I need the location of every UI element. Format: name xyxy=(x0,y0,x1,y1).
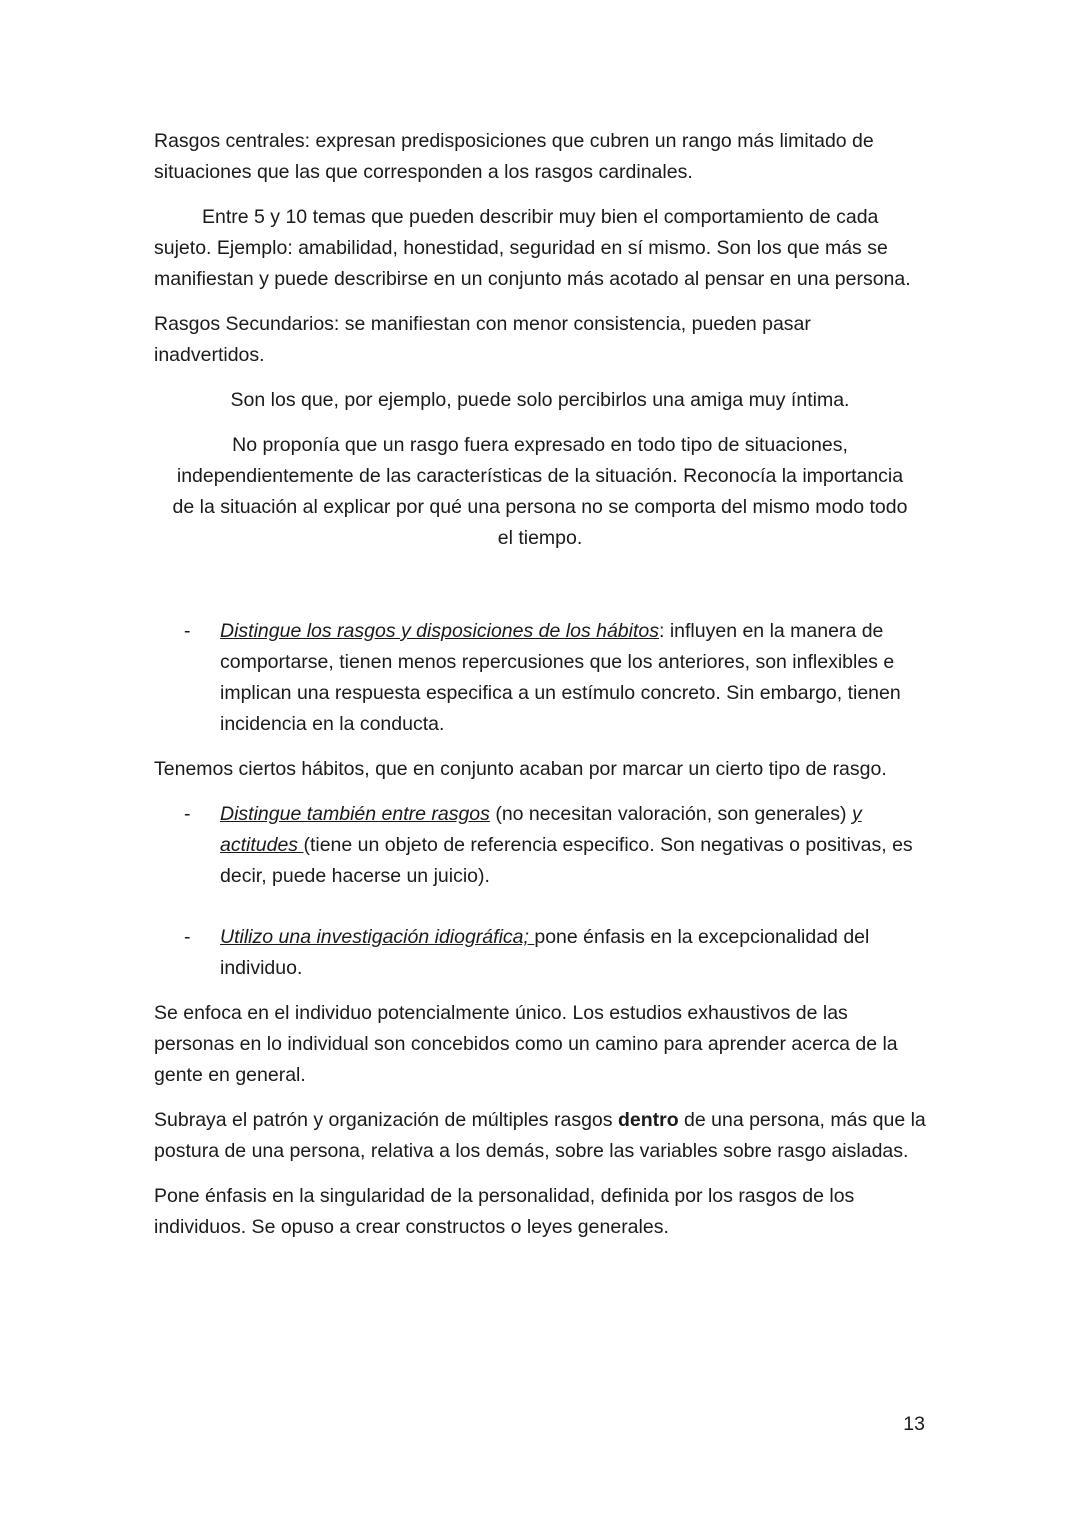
paragraph-singularidad: Pone énfasis en la singularidad de la personalidad, definida por los rasgos de los individuos. Se opuso a crear constructos o leyes generales. xyxy=(154,1185,855,1238)
text-span: de una persona, más que la postura de una persona, relativa a los demás, sobre las variables sobre rasgo aisladas. xyxy=(154,1109,926,1162)
list-item-actitudes xyxy=(154,799,926,892)
text-span: Subraya el patrón y organización de múltiples rasgos xyxy=(154,1109,618,1131)
underlined-term: y actitudes xyxy=(220,803,862,856)
list-item-habitos xyxy=(154,616,926,740)
paragraph-patron xyxy=(154,1105,926,1167)
bold-term: dentro xyxy=(617,1109,679,1131)
bullet-dash: - xyxy=(184,620,191,642)
page-number: 13 xyxy=(903,1413,925,1435)
paragraph-habitos: Tenemos ciertos hábitos, que en conjunto acaban por marcar un cierto tipo de rasgo. xyxy=(154,758,887,780)
paragraph-individuo-unico: Se enfoca en el individuo potencialmente único. Los estudios exhaustivos de las personas en lo individual son concebidos como un camino para aprender acerca de la gente en general. xyxy=(154,1002,898,1086)
page-content xyxy=(154,126,926,1243)
list-item-text: pone énfasis en la excepcionalidad del individuo. xyxy=(220,926,870,979)
paragraph-situacion: No proponía que un rasgo fuera expresado en todo tipo de situaciones, independientemente de las características de la situación. Reconocía la importancia de la situación al explicar por qué una persona no se comporta del mismo modo todo el tiempo. xyxy=(172,434,908,549)
list-item-text: : influyen en la manera de comportarse, tienen menos repercusiones que los anteriores, son inflexibles e implican una respuesta especifica a un estímulo concreto. Sin embargo, tienen incidencia en la conducta. xyxy=(220,620,901,735)
list-item-idiografica xyxy=(154,922,926,984)
list-item-text: (tiene un objeto de referencia especifico. Son negativas o positivas, es decir, puede hacerse un juicio). xyxy=(220,834,913,887)
paragraph-rasgos-secundarios: Rasgos Secundarios: se manifiestan con menor consistencia, pueden pasar inadvertidos. xyxy=(154,313,811,366)
underlined-term: Distingue también entre rasgos xyxy=(220,803,490,825)
underlined-term: Utilizo una investigación idiográfica; xyxy=(220,926,535,948)
paragraph-rasgos-centrales: Rasgos centrales: expresan predisposiciones que cubren un rango más limitado de situaciones que las que corresponden a los rasgos cardinales. xyxy=(154,130,874,183)
underlined-term: Distingue los rasgos y disposiciones de los hábitos xyxy=(220,620,659,642)
bullet-dash: - xyxy=(184,926,191,948)
bullet-dash: - xyxy=(184,803,191,825)
paragraph-amiga-intima: Son los que, por ejemplo, puede solo percibirlos una amiga muy íntima. xyxy=(230,389,850,411)
paragraph-temas: Entre 5 y 10 temas que pueden describir muy bien el comportamiento de cada sujeto. Ejemplo: amabilidad, honestidad, seguridad en sí mismo. Son los que más se manifiestan y puede describirse en un conjunto más acotado al pensar en una persona. xyxy=(154,206,911,290)
list-item-text: (no necesitan valoración, son generales) xyxy=(489,803,852,825)
